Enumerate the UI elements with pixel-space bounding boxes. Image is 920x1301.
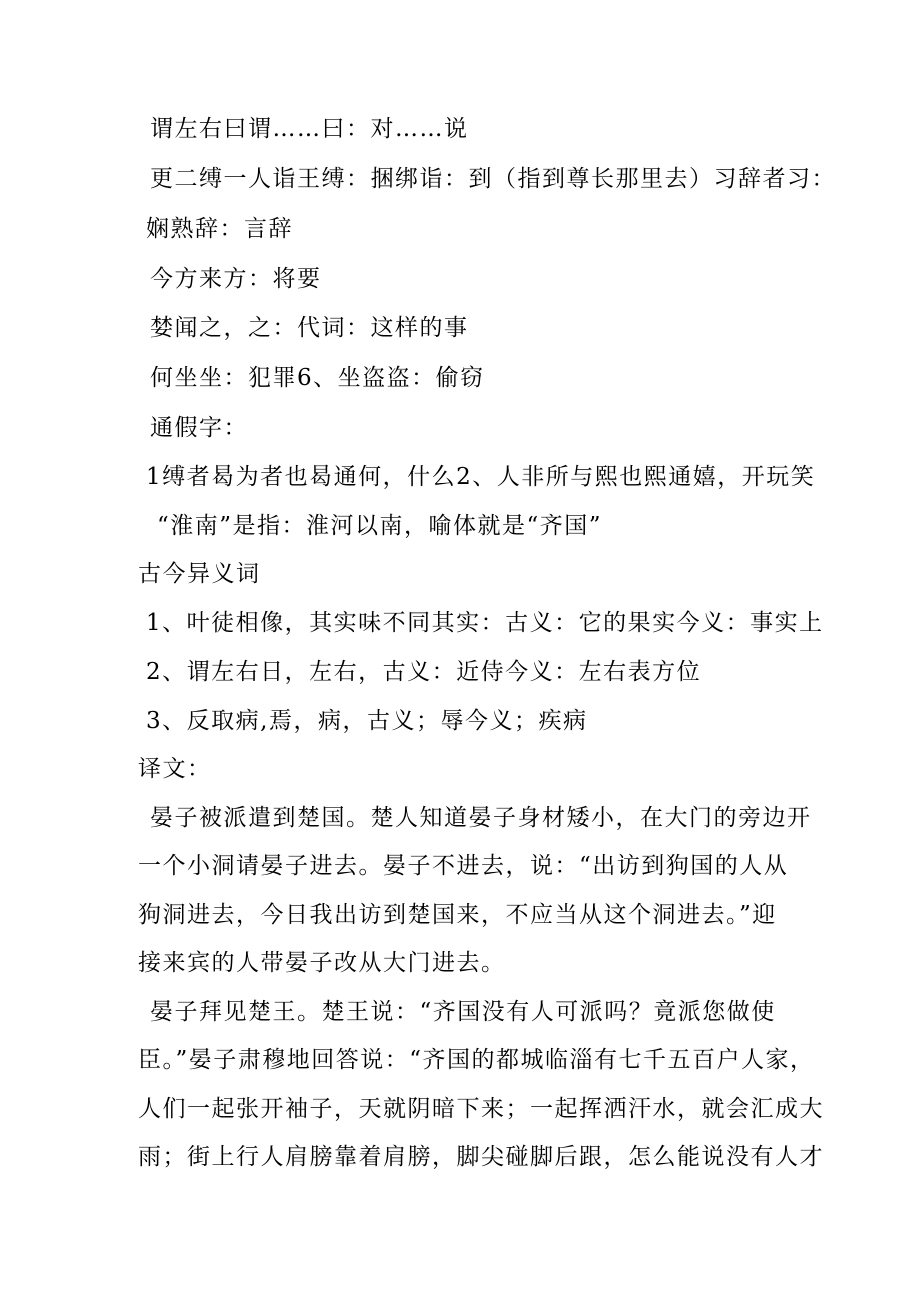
text-line-7: 通假字： [150, 415, 248, 441]
translation-line-2: 一个小洞请晏子进去。晏子不进去，说：“出访到狗国的人从 [138, 853, 789, 879]
text-line-12: 2、谓左右日，左右，古义：近侍今义：左右表方位 [146, 659, 702, 685]
text-line-9: “淮南”是指：淮河以南，喻体就是“齐国” [157, 513, 603, 539]
translation-line-6: 臣。”晏子肃穆地回答说：“齐国的都城临淄有七千五百户人家， [138, 1047, 815, 1073]
text-line-2: 更二缚一人诣王缚：捆绑诣：到（指到尊长那里去）习辞者习： [150, 166, 836, 192]
translation-line-5: 晏子拜见楚王。楚王说：“齐国没有人可派吗？竟派您做使 [150, 999, 776, 1025]
translation-line-4: 接来宾的人带晏子改从大门进去。 [138, 950, 506, 976]
text-line-1: 谓左右曰谓……曰：对……说 [150, 116, 469, 142]
text-line-13: 3、反取病,焉，病，古义；辱今义；疾病 [146, 708, 588, 734]
translation-line-1: 晏子被派遣到楚国。楚人知道晏子身材矮小，在大门的旁边开 [150, 805, 812, 831]
translation-line-3: 狗洞进去，今日我出访到楚国来，不应当从这个洞进去。”迎 [138, 902, 777, 928]
text-line-4: 今方来方：将要 [150, 266, 322, 292]
section-heading-gujin: 古今异义词 [138, 561, 261, 587]
translation-line-7: 人们一起张开袖子，天就阴暗下来；一起挥洒汗水，就会汇成大 [138, 1096, 824, 1122]
text-line-3: 娴熟辞：言辞 [146, 216, 293, 242]
text-line-8: 1缚者曷为者也曷通何，什么2、人非所与熙也熙通嬉，开玩笑 [146, 464, 816, 490]
section-heading-yiwen: 译文： [138, 756, 212, 782]
text-line-6: 何坐坐：犯罪6、坐盗盗：偷窃 [150, 365, 485, 391]
text-line-5: 婪闻之，之：代词：这样的事 [150, 315, 469, 341]
text-line-11: 1、叶徒相像，其实味不同其实：古义：它的果实今义：事实上 [146, 610, 824, 636]
translation-line-8: 雨；街上行人肩膀靠着肩膀，脚尖碰脚后跟，怎么能说没有人才 [138, 1144, 824, 1170]
